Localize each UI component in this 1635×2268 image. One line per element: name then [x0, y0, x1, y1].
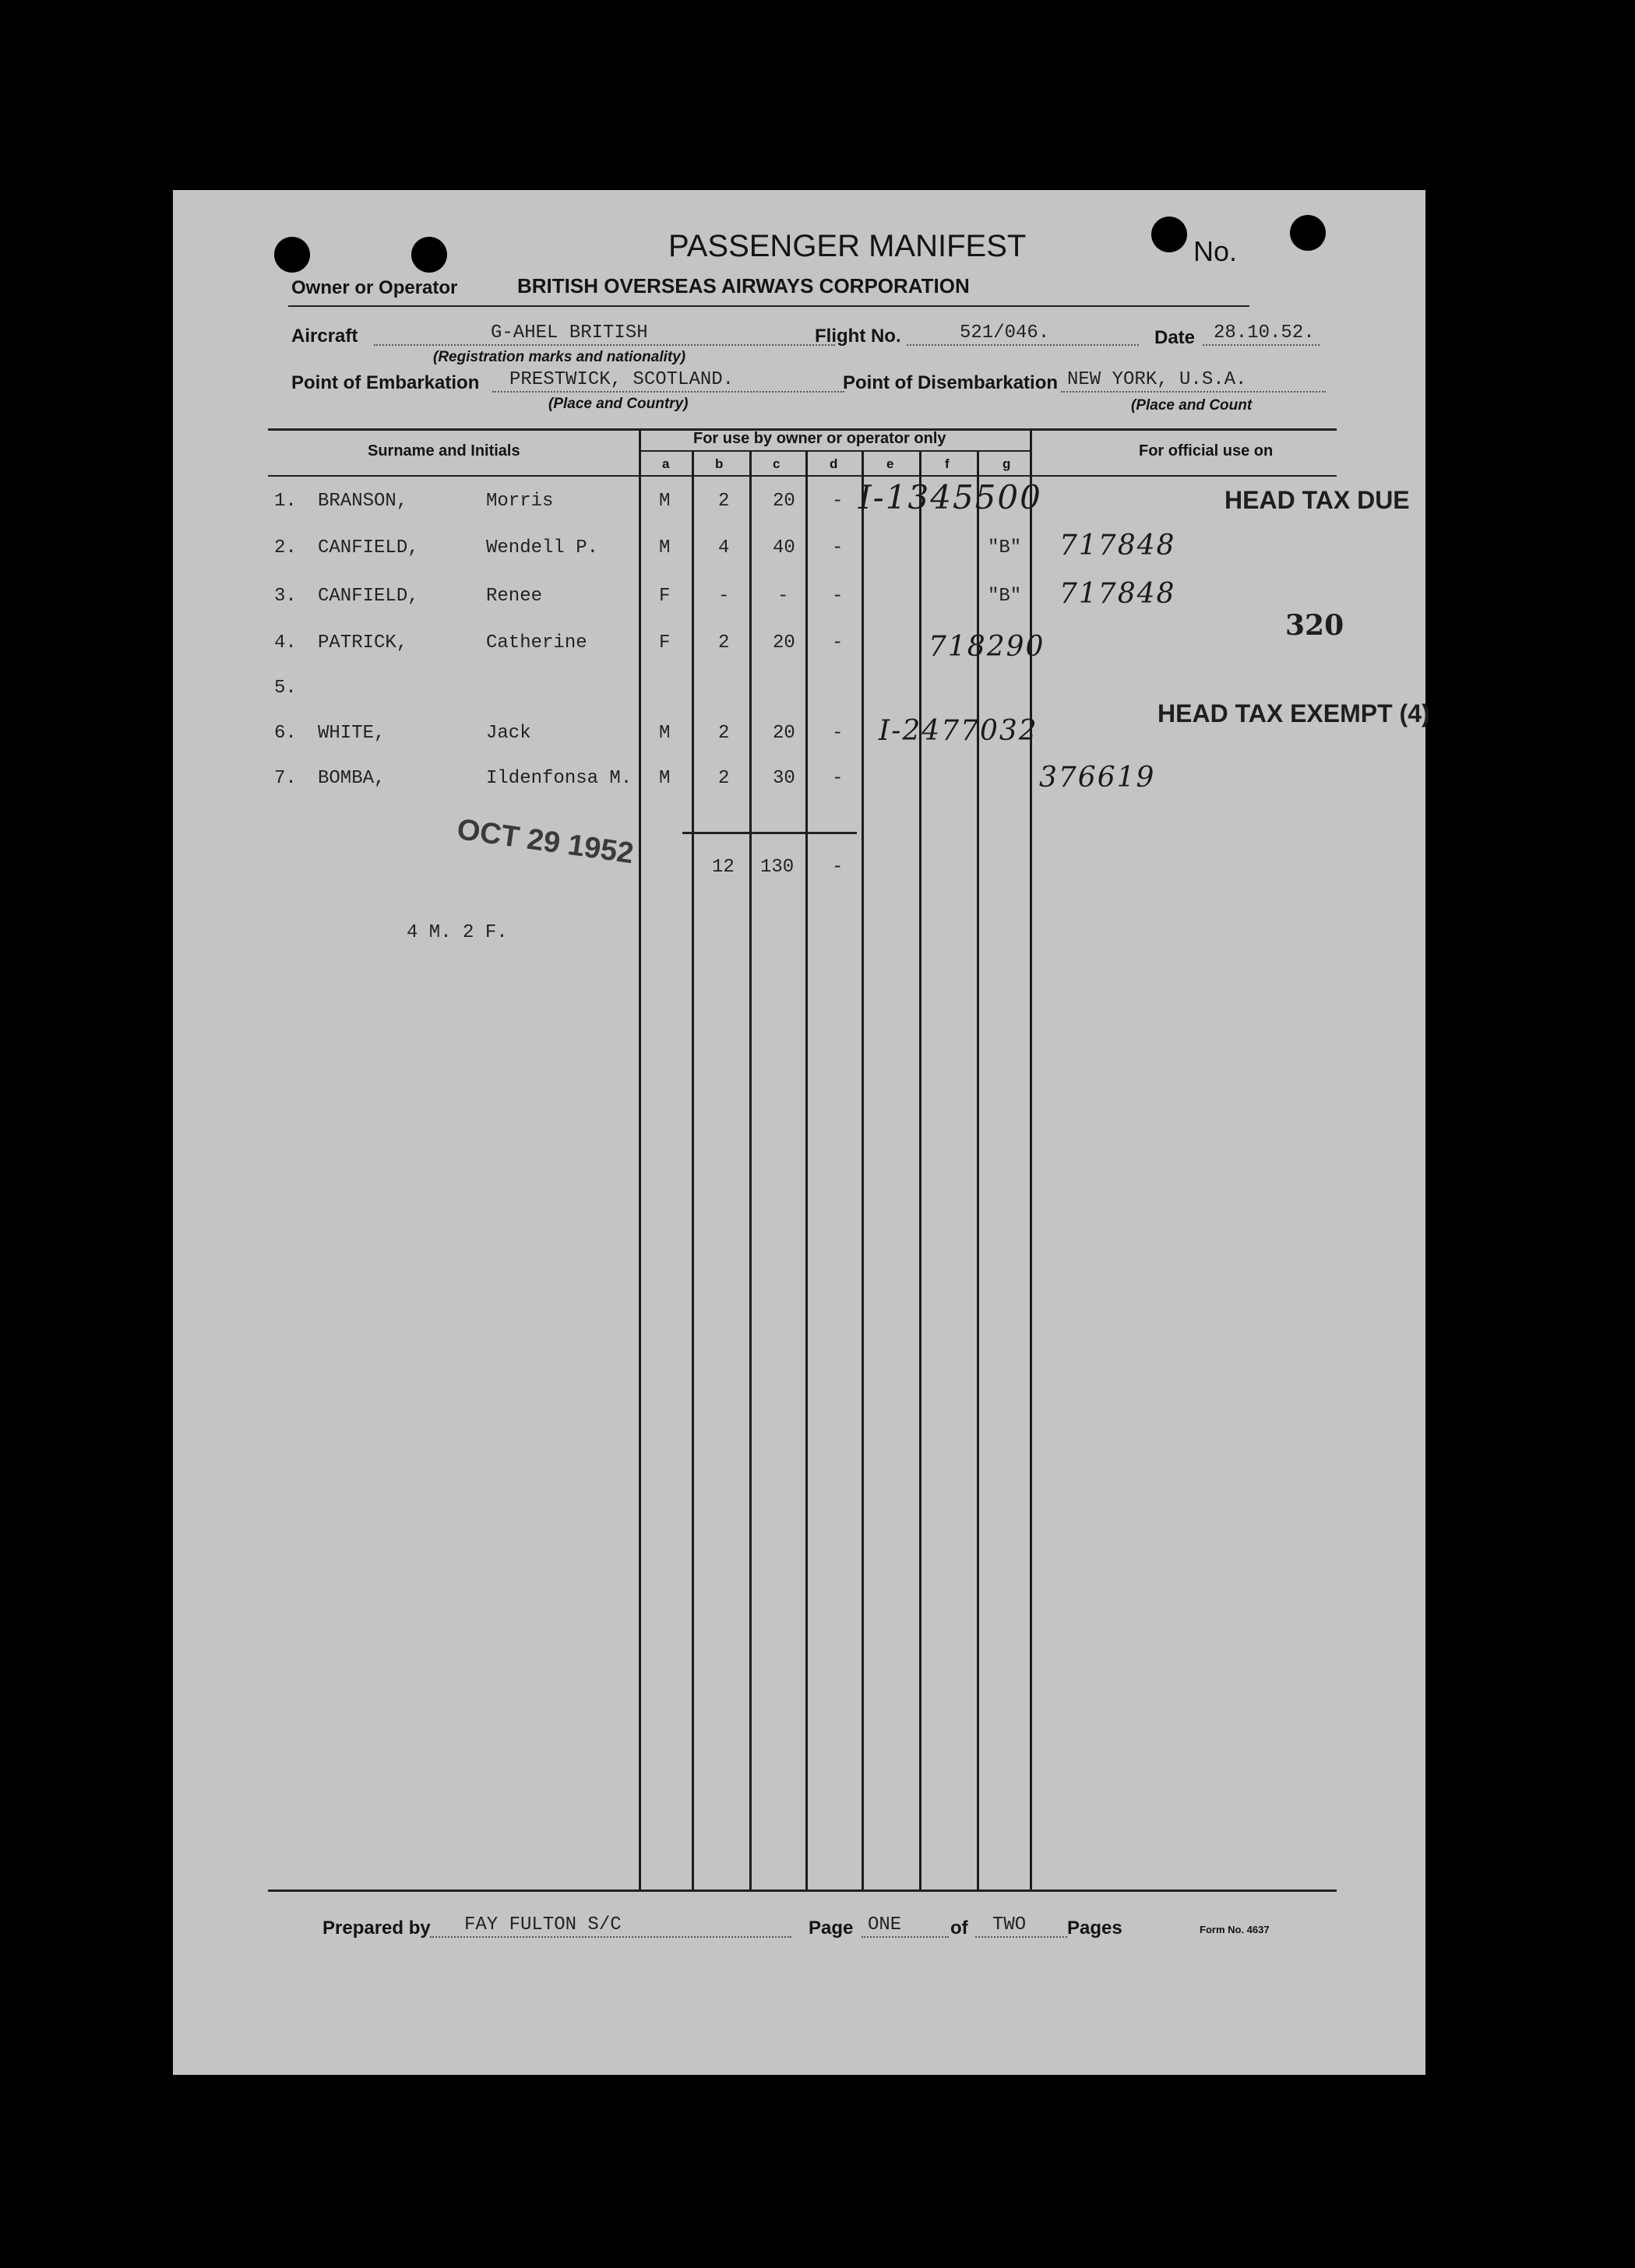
col-header-f: f [945, 456, 950, 471]
row-number: 7. [274, 768, 297, 789]
date-received-stamp: OCT 29 1952 [455, 813, 636, 871]
column-line [919, 452, 921, 1891]
row-number: 5. [274, 678, 297, 699]
pages-label: Pages [1067, 1918, 1122, 1939]
row-col-b: 2 [718, 723, 730, 744]
owner-label: Owner or Operator [291, 277, 458, 298]
punch-hole-right-1 [1151, 217, 1187, 252]
row-col-d: - [832, 768, 844, 789]
row-number: 1. [274, 491, 297, 512]
row-col-d: - [832, 632, 844, 653]
row-col-d: - [832, 491, 844, 512]
page-title: PASSENGER MANIFEST [668, 229, 1027, 263]
row-col-b: 4 [718, 537, 730, 558]
head-tax-due-stamp: HEAD TAX DUE [1224, 486, 1410, 514]
row-given-names: Wendell P. [486, 537, 599, 558]
disembarkation-note: (Place and Count [1131, 397, 1253, 414]
row-surname: BRANSON, [318, 491, 408, 512]
row-col-c: 20 [773, 491, 795, 512]
row-number: 6. [274, 723, 297, 744]
row-col-b: - [718, 586, 730, 607]
row-number: 3. [274, 586, 297, 607]
owner-value: BRITISH OVERSEAS AIRWAYS CORPORATION [517, 274, 970, 298]
column-line [805, 452, 808, 1891]
row-col-d: - [832, 586, 844, 607]
row-col-a: F [659, 632, 671, 653]
row-col-a: M [659, 768, 671, 789]
row-surname: BOMBA, [318, 768, 386, 789]
official-header: For official use on [1139, 442, 1274, 460]
date-label: Date [1154, 327, 1196, 348]
row-col-b: 2 [718, 491, 730, 512]
total-col-c: 130 [760, 857, 795, 878]
row-handwritten-note: 717848 [1059, 530, 1176, 562]
column-line [977, 452, 979, 1891]
footer-top-border [268, 1889, 1337, 1892]
row-given-names: Renee [486, 586, 543, 607]
row-col-b: 2 [718, 632, 730, 653]
row-col-a: M [659, 723, 671, 744]
row-number: 4. [274, 632, 297, 653]
row-surname: PATRICK, [318, 632, 408, 653]
column-line [692, 452, 694, 1891]
row-given-names: Jack [486, 723, 531, 744]
row-col-d: - [832, 723, 844, 744]
row-col-c: 20 [773, 632, 795, 653]
row-given-names: Catherine [486, 632, 587, 653]
row-col-b: 2 [718, 768, 730, 789]
flight-label: Flight No. [815, 326, 901, 347]
disembarkation-label: Point of Disembarkation [843, 372, 1059, 393]
aircraft-label: Aircraft [291, 326, 358, 347]
total-col-d: - [832, 857, 844, 878]
page-value: ONE [868, 1914, 902, 1935]
row-given-names: Ildenfonsa M. [486, 768, 633, 789]
column-line [862, 452, 864, 1891]
aircraft-note: (Registration marks and nationality) [433, 349, 686, 365]
passenger-summary: 4 M. 2 F. [407, 922, 508, 943]
punch-hole-left-2 [411, 237, 447, 273]
date-value: 28.10.52. [1214, 322, 1315, 343]
row-given-names: Morris [486, 491, 554, 512]
row-surname: CANFIELD, [318, 586, 419, 607]
head-tax-exempt-stamp: HEAD TAX EXEMPT (4) [1158, 699, 1430, 727]
prepared-by-label: Prepared by [322, 1918, 431, 1939]
aircraft-value: G-AHEL BRITISH [491, 322, 648, 343]
col-header-d: d [830, 456, 838, 471]
row-surname: WHITE, [318, 723, 386, 744]
col-header-e: e [886, 456, 894, 471]
punch-hole-left-1 [274, 237, 310, 273]
of-label: of [950, 1918, 968, 1939]
amount-stamp: 320 [1285, 609, 1344, 642]
prepared-by-value: FAY FULTON S/C [464, 1914, 622, 1935]
manifest-page [173, 190, 1430, 2075]
row-col-g: "B" [988, 586, 1022, 607]
of-value: TWO [992, 1914, 1027, 1935]
embarkation-value: PRESTWICK, SCOTLAND. [509, 369, 735, 390]
row-handwritten-note: 718290 [928, 631, 1045, 663]
embarkation-label: Point of Embarkation [291, 372, 480, 393]
operator-header: For use by owner or operator only [693, 430, 946, 447]
col-header-b: b [715, 456, 724, 471]
operator-header-divider [640, 450, 1030, 452]
disembarkation-value: NEW YORK, U.S.A. [1067, 369, 1247, 390]
row-col-a: M [659, 491, 671, 512]
row-col-a: F [659, 586, 671, 607]
totals-rule [682, 832, 857, 834]
row-col-c: 30 [773, 768, 795, 789]
total-col-b: 12 [712, 857, 735, 878]
row-col-c: 40 [773, 537, 795, 558]
embarkation-note: (Place and Country) [548, 396, 689, 412]
col-header-c: c [773, 456, 781, 471]
col-header-a: a [662, 456, 670, 471]
row-handwritten-note: 376619 [1039, 762, 1156, 794]
owner-underline [288, 305, 1249, 307]
form-number: Form No. 4637 [1200, 1924, 1270, 1935]
column-line [639, 428, 641, 1891]
row-col-g: "B" [988, 537, 1022, 558]
row-number: 2. [274, 537, 297, 558]
row-handwritten-note: I-1345500 [858, 478, 1042, 516]
header-bottom-border [268, 475, 1337, 477]
manifest-number-label: No. [1193, 235, 1238, 267]
row-col-a: M [659, 537, 671, 558]
col-header-g: g [1002, 456, 1011, 471]
row-handwritten-note: 717848 [1059, 578, 1176, 610]
surname-header: Surname and Initials [368, 442, 520, 460]
punch-hole-right-2 [1290, 215, 1326, 251]
column-line [749, 452, 752, 1891]
row-col-d: - [832, 537, 844, 558]
row-surname: CANFIELD, [318, 537, 419, 558]
page-label: Page [809, 1918, 854, 1939]
row-handwritten-note: I-2477032 [879, 715, 1038, 747]
flight-value: 521/046. [960, 322, 1050, 343]
row-col-c: 20 [773, 723, 795, 744]
row-col-c: - [777, 586, 789, 607]
